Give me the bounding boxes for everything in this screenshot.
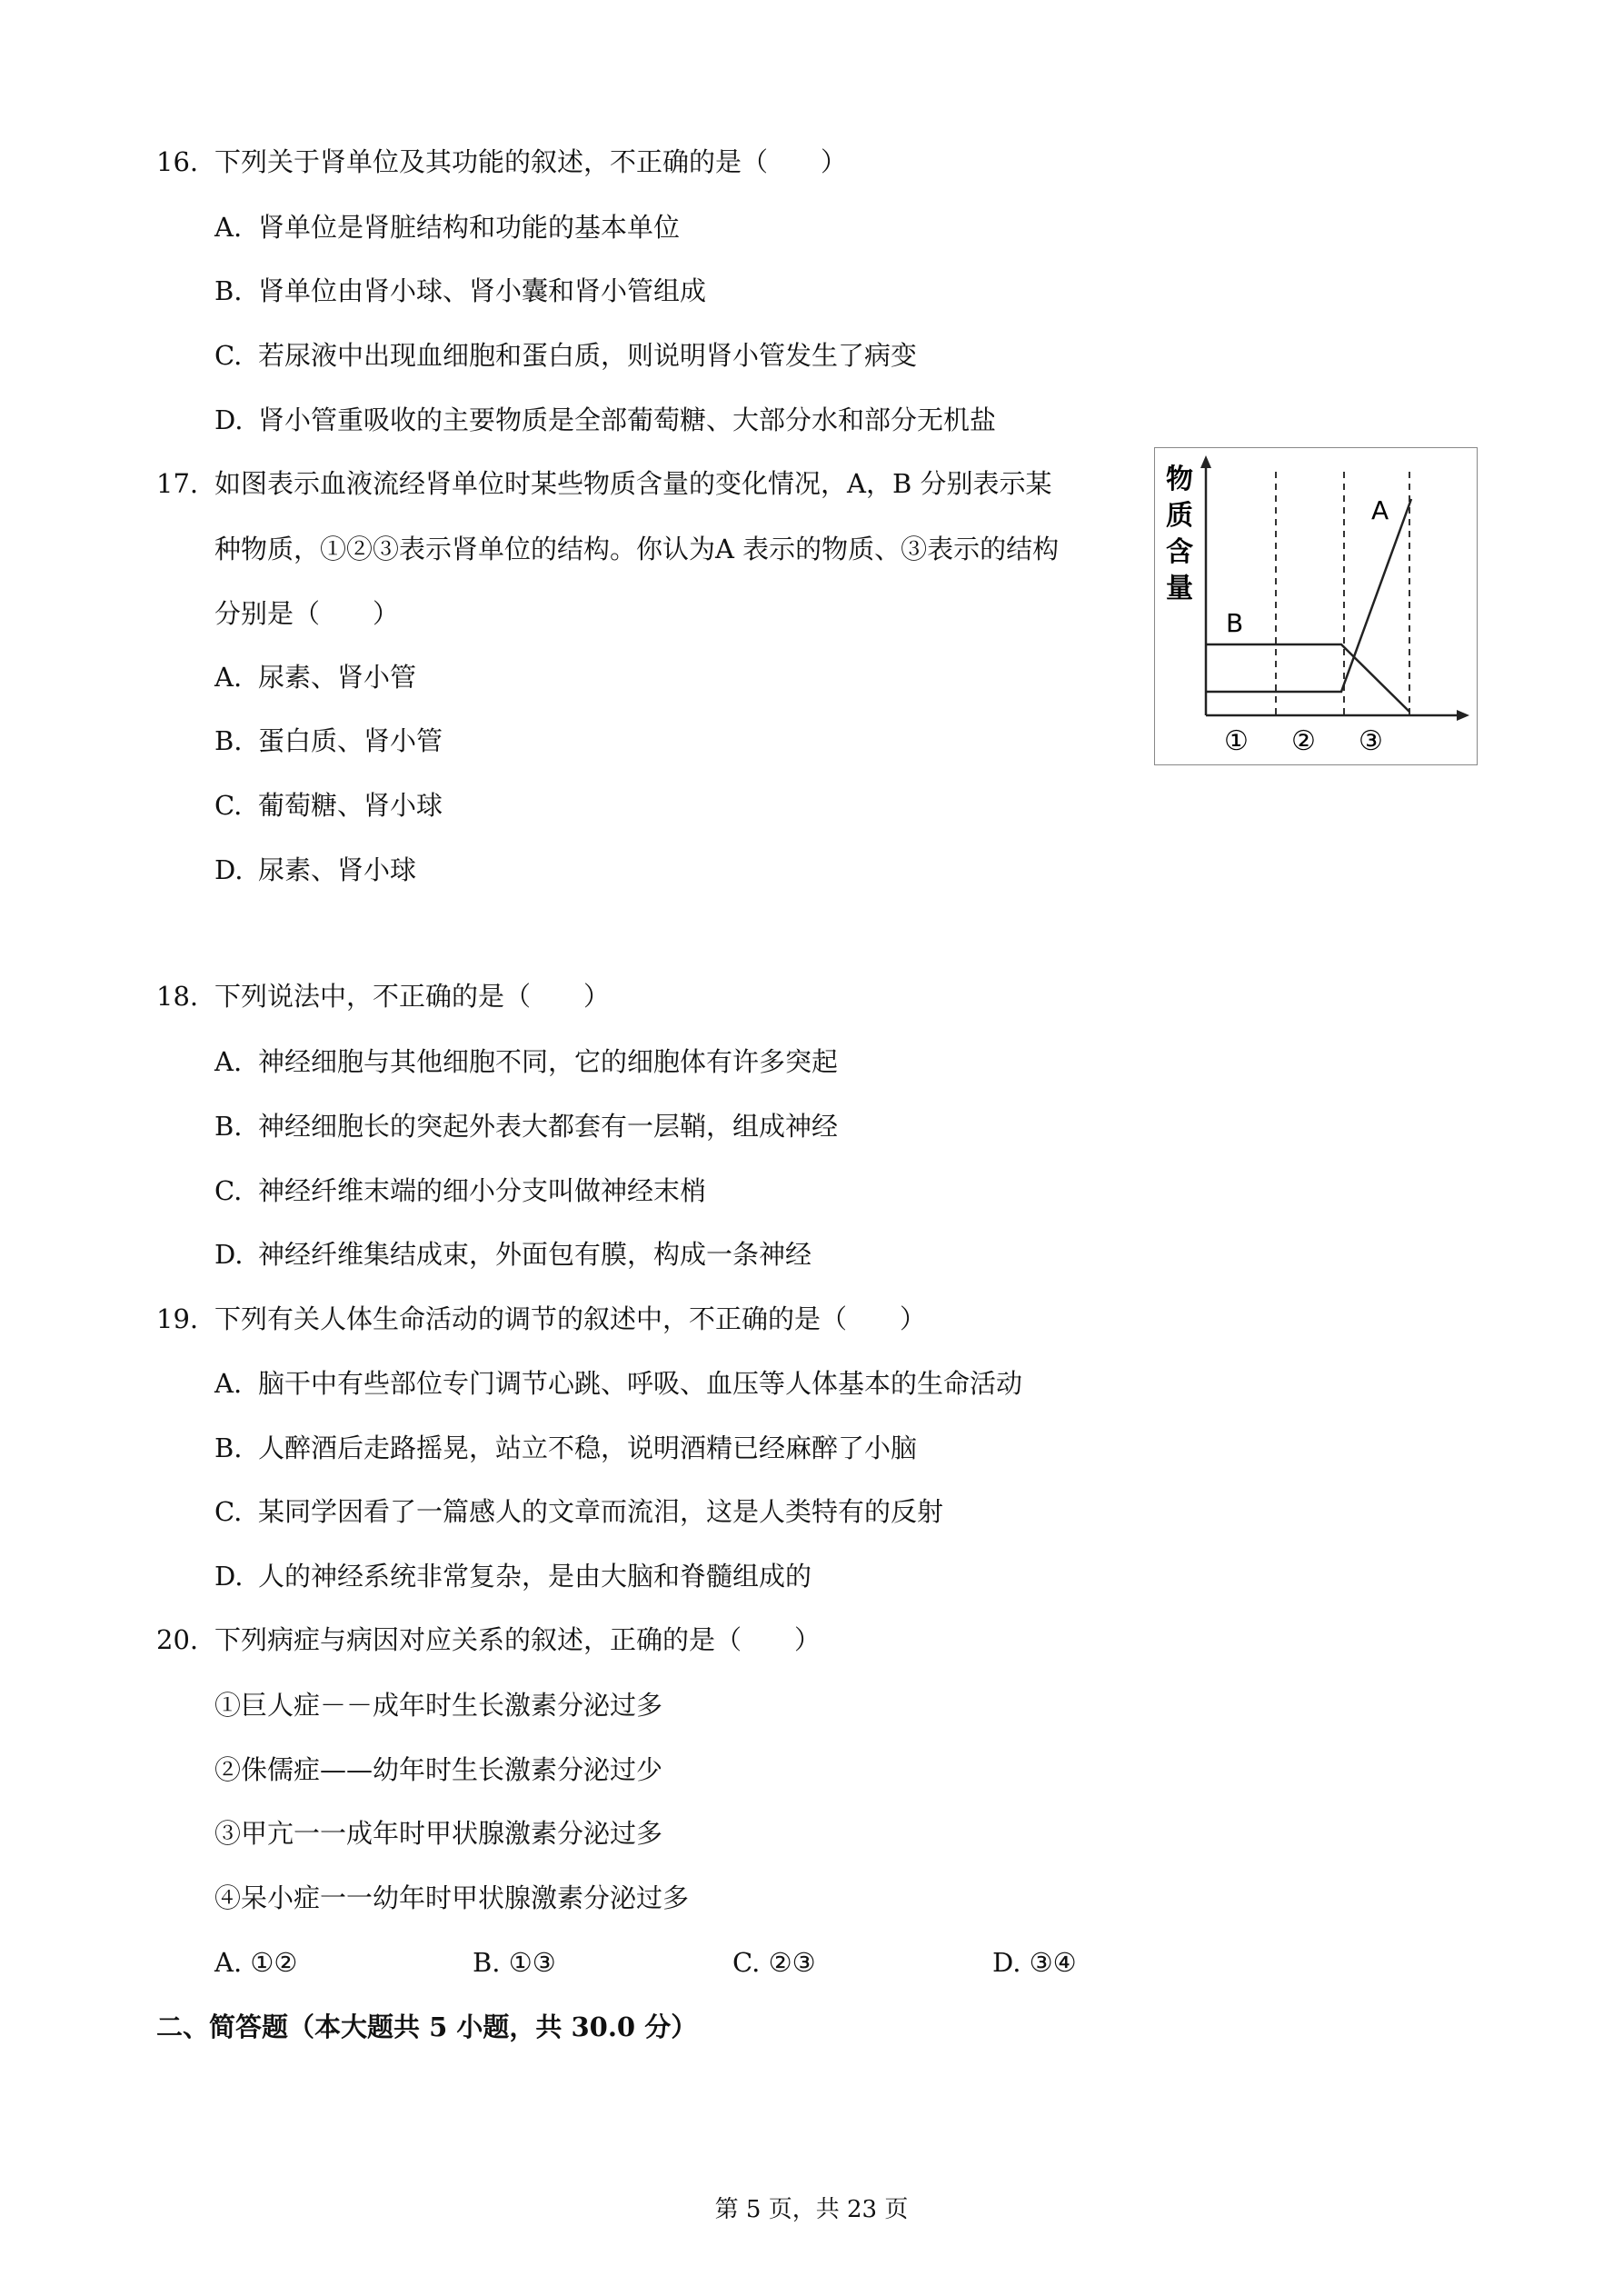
option-text: 神经细胞长的突起外表大都套有一层鞘，组成神经 <box>258 1111 839 1142</box>
option-letter: D. <box>992 1947 1021 1978</box>
option-letter: C. <box>732 1947 761 1978</box>
question-stem: 下列病症与病因对应关系的叙述，正确的是（ ） <box>214 1624 821 1655</box>
option-text: 某同学因看了一篇感人的文章而流泪，这是人类特有的反射 <box>258 1496 944 1527</box>
ylabel-char-2: 质 <box>1166 500 1193 532</box>
option-text: 神经纤维末端的细小分支叫做神经末梢 <box>258 1175 707 1206</box>
option-letter: B. <box>214 1111 243 1142</box>
option-text: 人醉酒后走路摇晃，站立不稳，说明酒精已经麻醉了小脑 <box>258 1433 918 1463</box>
question-stem-line-3: 分别是（ ） <box>214 598 400 629</box>
option-text: ①② <box>250 1947 298 1978</box>
q16-option-c <box>214 337 917 374</box>
statement-1: ①巨人症－－成年时生长激素分泌过多 <box>214 1690 663 1721</box>
question-stem: 下列有关人体生命活动的调节的叙述中，不正确的是（ ） <box>214 1303 927 1334</box>
q18-option-c <box>214 1173 706 1209</box>
curve-b-label: B <box>1226 608 1244 638</box>
option-text: ②③ <box>768 1947 816 1978</box>
option-text: 人的神经系统非常复杂，是由大脑和脊髓组成的 <box>258 1561 812 1592</box>
option-letter: A. <box>214 212 243 243</box>
q16-option-a <box>214 209 680 245</box>
marker-3: ③ <box>1359 725 1383 757</box>
option-text: ③④ <box>1029 1947 1077 1978</box>
question-number: 17. <box>156 468 199 499</box>
question-stem-line-1: 如图表示血液流经肾单位时某些物质含量的变化情况，A，B 分别表示某 <box>214 468 1052 499</box>
q19-option-a <box>214 1365 1022 1402</box>
q20-option-c <box>732 1944 816 1981</box>
marker-2: ② <box>1291 725 1316 757</box>
q17-option-b <box>214 723 443 759</box>
option-letter: D. <box>214 1561 244 1592</box>
option-letter: B. <box>214 1433 243 1463</box>
option-text: 脑干中有些部位专门调节心跳、呼吸、血压等人体基本的生命活动 <box>258 1368 1023 1399</box>
curve-a-label: A <box>1371 495 1389 525</box>
section-heading: 二、简答题（本大题共 5 小题，共 30.0 分） <box>156 2011 698 2042</box>
question-number: 16. <box>156 146 199 177</box>
q19-option-b <box>214 1430 917 1466</box>
option-letter: A. <box>214 1368 243 1399</box>
x-axis-arrow <box>1457 710 1469 721</box>
kidney-substance-figure <box>1154 447 1478 765</box>
ylabel-char-3: 含 <box>1166 536 1193 568</box>
question-number: 18. <box>156 981 199 1012</box>
option-letter: C. <box>214 1175 243 1206</box>
option-letter: B. <box>214 725 243 756</box>
q19-option-c <box>214 1493 943 1530</box>
option-letter: C. <box>214 790 243 821</box>
option-letter: B. <box>214 275 243 306</box>
option-text: 葡萄糖、肾小球 <box>258 790 443 821</box>
option-letter: C. <box>214 1496 243 1527</box>
q18-option-d <box>214 1236 812 1273</box>
option-letter: A. <box>214 1046 243 1077</box>
q17-option-a <box>214 659 416 695</box>
option-letter: D. <box>214 404 244 435</box>
ylabel-char-4: 量 <box>1166 573 1193 604</box>
page-footer: 第 5 页，共 23 页 <box>714 2196 909 2223</box>
marker-1: ① <box>1224 725 1249 757</box>
q20-option-a <box>214 1944 297 1981</box>
option-letter: C. <box>214 340 243 371</box>
q16-option-d <box>214 402 996 438</box>
q17-option-d <box>214 852 416 888</box>
option-text: 神经细胞与其他细胞不同，它的细胞体有许多突起 <box>258 1046 839 1077</box>
option-letter: B. <box>473 1947 501 1978</box>
option-letter: D. <box>214 854 244 885</box>
y-axis-arrow <box>1200 455 1211 468</box>
q18-option-a <box>214 1043 838 1080</box>
figure-svg <box>1155 448 1477 764</box>
question-number: 19. <box>156 1303 199 1334</box>
option-text: 尿素、肾小球 <box>258 854 417 885</box>
option-text: 肾单位是肾脏结构和功能的基本单位 <box>258 212 681 243</box>
q17-option-c <box>214 787 443 824</box>
q20-option-b <box>473 1944 556 1981</box>
option-letter: A. <box>214 662 243 693</box>
statement-3: ③甲亢一一成年时甲状腺激素分泌过多 <box>214 1818 663 1849</box>
curve-b <box>1206 644 1409 712</box>
q19-option-d <box>214 1558 812 1594</box>
question-stem: 下列说法中，不正确的是（ ） <box>214 981 611 1012</box>
q16-option-b <box>214 273 706 309</box>
option-text: 蛋白质、肾小管 <box>258 725 443 756</box>
option-letter: A. <box>214 1947 243 1978</box>
option-text: ①③ <box>508 1947 556 1978</box>
curve-a <box>1206 499 1411 692</box>
q18-option-b <box>214 1108 838 1144</box>
ylabel-char-1: 物 <box>1166 464 1193 495</box>
option-text: 尿素、肾小管 <box>258 662 417 693</box>
q20-option-d <box>992 1944 1077 1981</box>
option-text: 肾单位由肾小球、肾小囊和肾小管组成 <box>258 275 707 306</box>
question-stem-line-2: 种物质，①②③表示肾单位的结构。你认为A 表示的物质、③表示的结构 <box>214 534 1060 564</box>
question-stem: 下列关于肾单位及其功能的叙述，不正确的是（ ） <box>214 146 848 177</box>
option-text: 神经纤维集结成束，外面包有膜，构成一条神经 <box>258 1239 812 1270</box>
question-number: 20. <box>156 1624 199 1655</box>
option-text: 若尿液中出现血细胞和蛋白质，则说明肾小管发生了病变 <box>258 340 918 371</box>
option-text: 肾小管重吸收的主要物质是全部葡萄糖、大部分水和部分无机盐 <box>258 404 997 435</box>
option-letter: D. <box>214 1239 244 1270</box>
statement-2: ②侏儒症——幼年时生长激素分泌过少 <box>214 1754 663 1785</box>
statement-4: ④呆小症一一幼年时甲状腺激素分泌过多 <box>214 1882 690 1913</box>
